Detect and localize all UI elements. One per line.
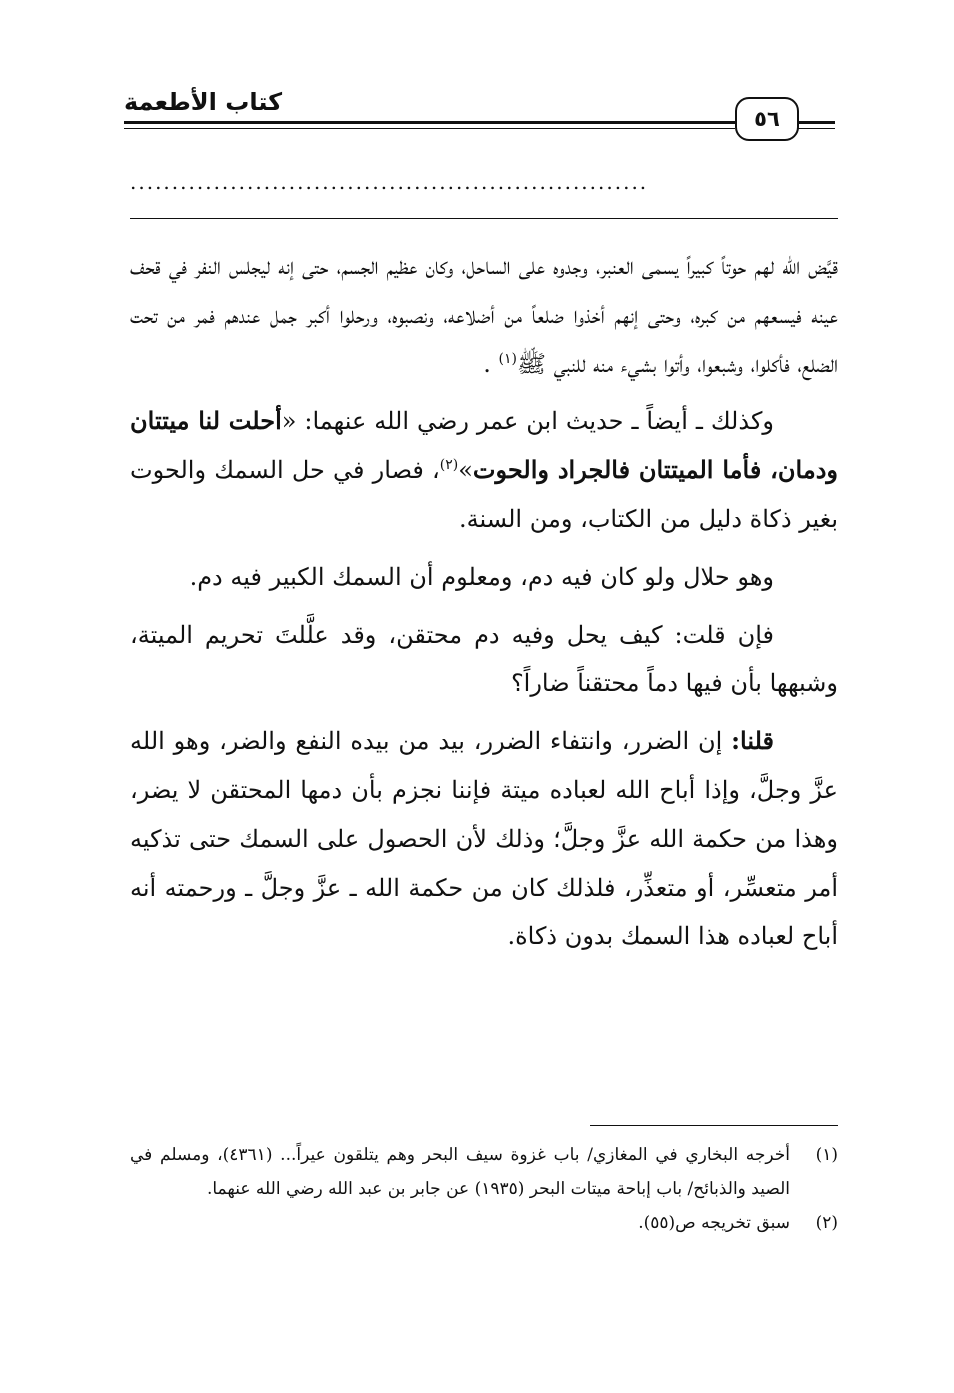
header-rule-lower [124, 128, 735, 129]
main-text [130, 242, 838, 970]
page-number-box [735, 97, 799, 141]
footnote-text: أخرجه البخاري في المغازي/ باب غزوة سيف البحر وهم يتلقون عيراً... (٤٣٦١)، ومسلم في الصيد والذبائح/ باب إباحة ميتات البحر (١٩٣٥) عن جابر بن عبد الله رضي الله عنهما. [130, 1145, 790, 1199]
paragraph-3: وهو حلال ولو كان فيه دم، ومعلوم أن السمك الكبير فيه دم. [189, 562, 774, 591]
page-number: ٥٦ [754, 107, 780, 131]
header-rule-right-lower [797, 128, 835, 129]
paragraph-1: قيَّض الله لهم حوتاً كبيراً يسمى العنبر، وجدوه على الساحل، وكان عظيم الجسم، حتى إنه ليجلس النفر في قحف عينه فيسعهم من كبره، وحتى إنهم أخذوا ضلعاً من أضلاعه، ونصبوه، ورحلوا أكبر جمل عندهم فمر من تحت الضلع، فأكلوا، وشبعوا، وأتوا بشيء منه للنبي ﷺ$^{(١)}$ . [130, 252, 838, 378]
footnote-rule [590, 1125, 838, 1126]
paragraph-2: وكذلك ـ أيضاً ـ حديث ابن عمر رضي الله عنهما: «أحلت لنا ميتتان ودمان، فأما الميتتان فالجراد والحوت»$^{(٢)}$، فصار في حل السمك والحوت بغير ذكاة دليل من الكتاب، ومن السنة. [130, 406, 838, 533]
footnote-text: سبق تخريجه ص(٥٥). [638, 1213, 790, 1233]
footnotes [130, 1138, 838, 1240]
dotted-separator: .............................................................. [130, 170, 649, 194]
answer-label: قلنا: [731, 726, 774, 756]
paragraph-4: فإن قلت: كيف يحل وفيه دم محتقن، وقد علَّلتَ تحريم الميتة، وشبهها بأن فيها دماً محتقناً ضاراً؟ [130, 620, 838, 698]
header-rule-right-upper [797, 121, 835, 124]
running-header-title: كتاب الأطعمة [124, 88, 283, 116]
footnote-number: (١) [815, 1145, 838, 1165]
footnote-ref-1: (١) [498, 350, 517, 367]
footnote-ref-2: (٢) [439, 457, 459, 474]
hadith-quote: أحلت لنا ميتتان ودمان، فأما الميتتان فالجراد والحوت [130, 406, 838, 485]
section-rule [130, 218, 838, 219]
footnote-item [130, 1206, 838, 1240]
paragraph-5: قلنا: إن الضرر، وانتفاء الضرر، بيد من بيده النفع والضر، وهو الله عزَّ وجلَّ، وإذا أباح الله لعباده ميتة فإننا نجزم بأن دمها المحتقن لا يضر، وهذا من حكمة الله عزَّ وجلَّ؛ وذلك لأن الحصول على السمك حتى تذكيه أمر متعسِّر، أو متعذِّر، فلذلك كان من حكمة الله ـ عزَّ وجلَّ ـ ورحمته أنه أباح لعباده هذا السمك بدون ذكاة. [130, 726, 838, 951]
footnote-item [130, 1138, 838, 1206]
footnote-number: (٢) [815, 1213, 838, 1233]
header-rule-upper [124, 121, 735, 124]
